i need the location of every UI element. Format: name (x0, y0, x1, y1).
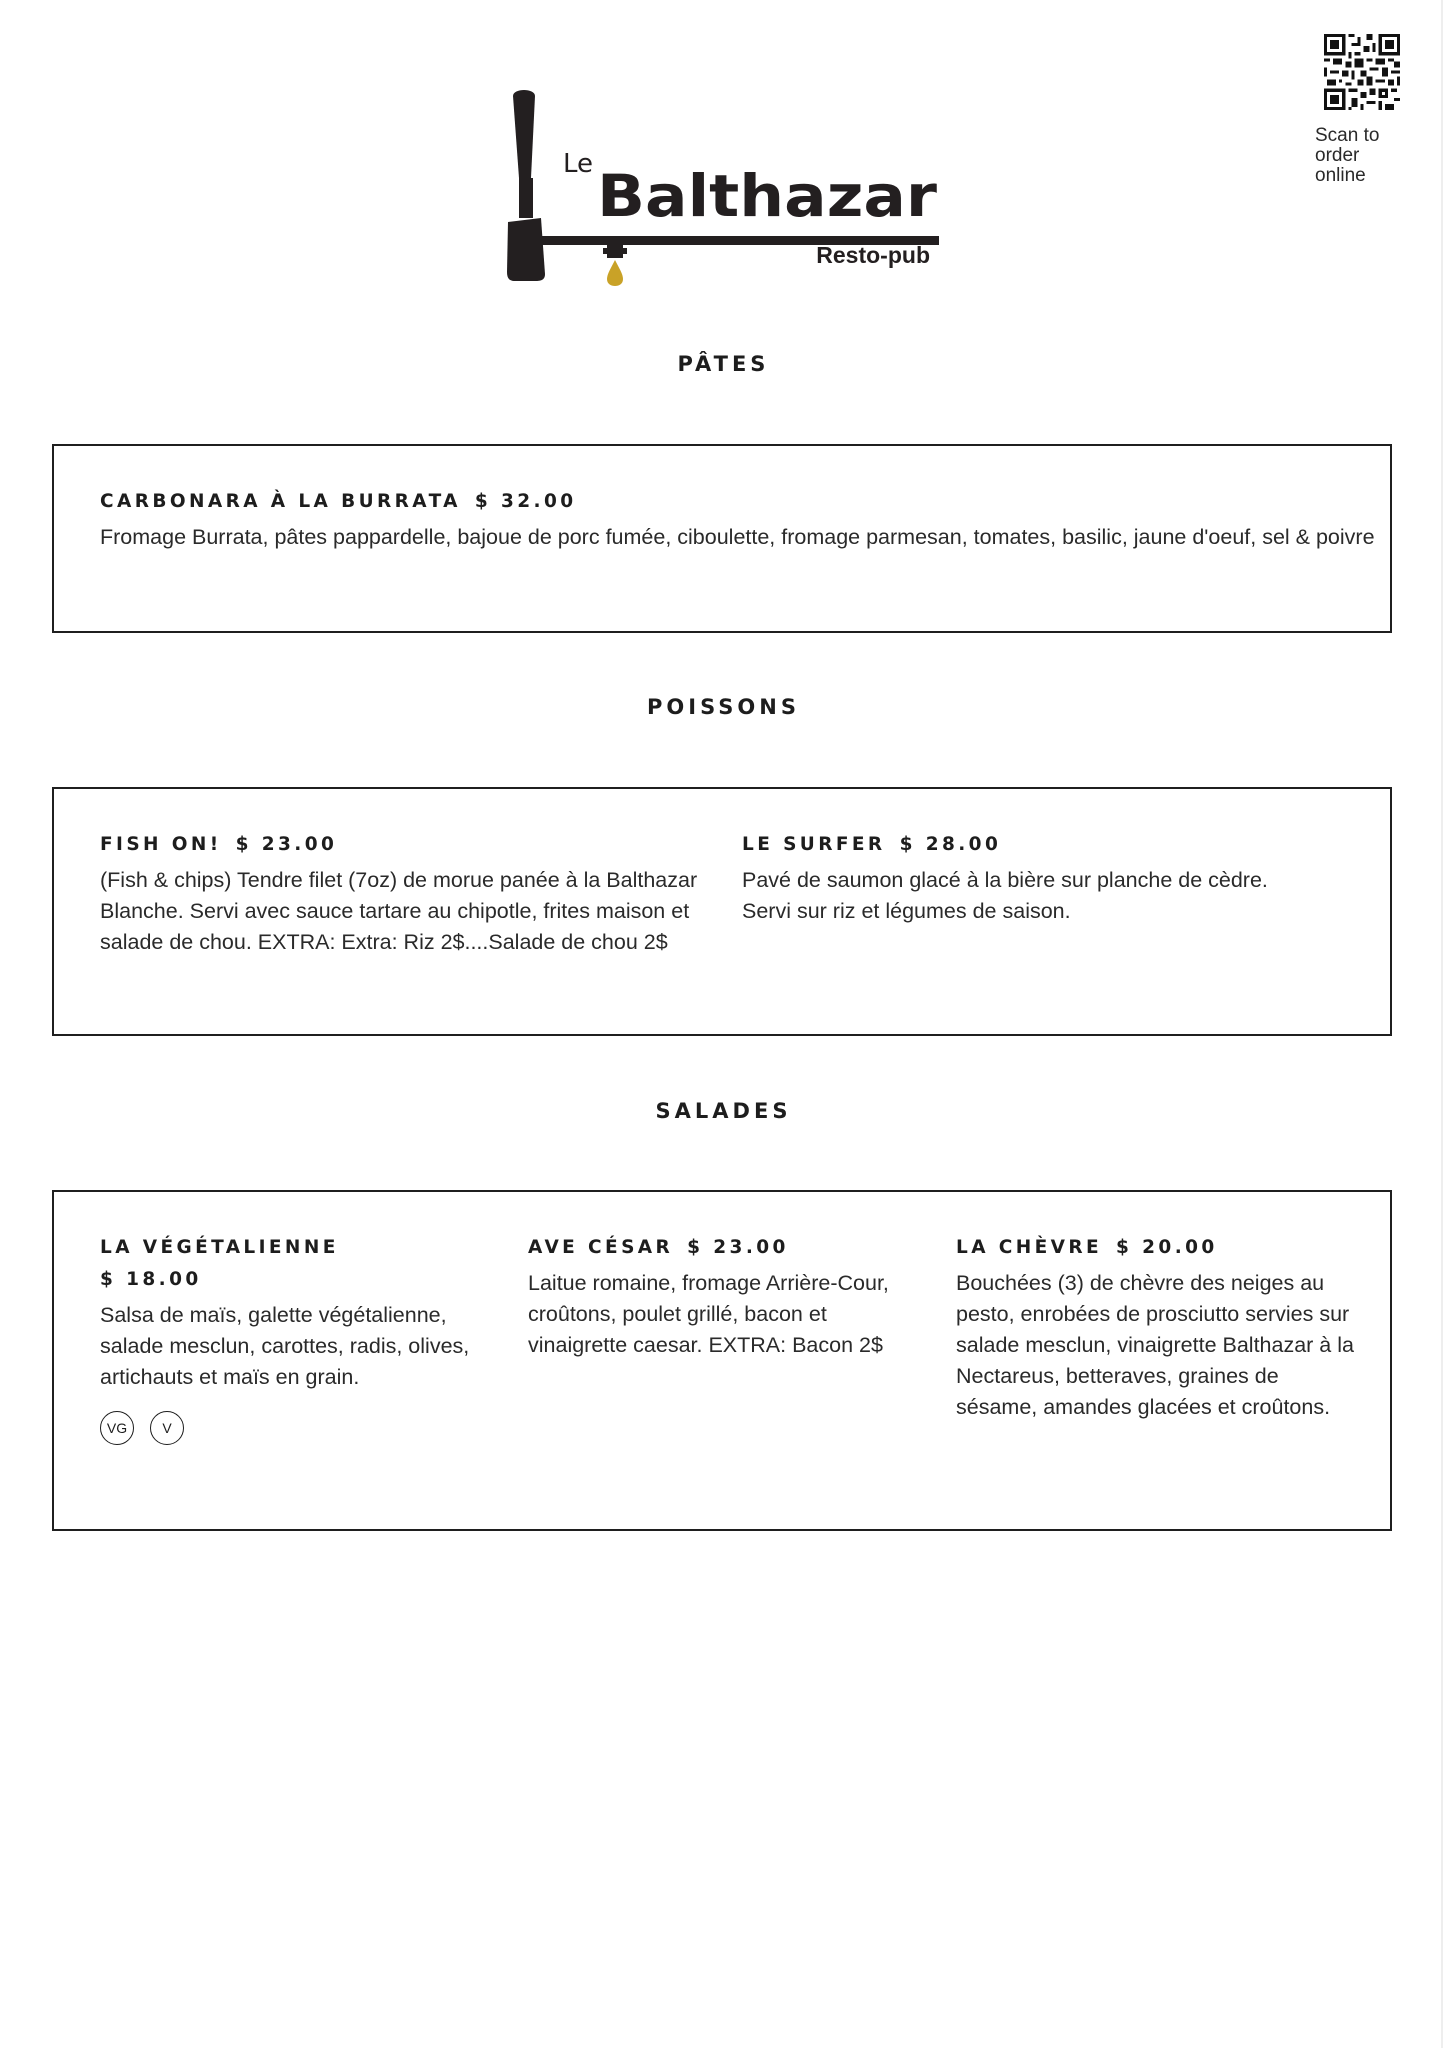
section-title-pates: PÂTES (677, 352, 770, 376)
item-price: $ 28.00 (899, 834, 1002, 855)
menu-item-fish-on (100, 829, 710, 958)
section-box-poissons (52, 787, 1392, 1036)
qr-caption-line: order (1315, 145, 1360, 166)
menu-item-ave-cesar (528, 1232, 918, 1361)
item-title (100, 1232, 490, 1296)
qr-caption (1315, 126, 1425, 186)
item-name: LE SURFER (742, 834, 886, 855)
item-price: $ 20.00 (1116, 1237, 1218, 1258)
section-title-poissons: POISSONS (647, 695, 800, 719)
menu-item-la-chevre (956, 1232, 1356, 1423)
logo-word-le: Le (563, 149, 594, 179)
vegetarian-badge-icon: V (150, 1411, 184, 1445)
vegan-badge-icon: VG (100, 1411, 134, 1445)
item-description: Laitue romaine, fromage Arrière-Cour, croûtons, poulet grillé, bacon et vinaigrette caesar. EXTRA: Bacon 2$ (528, 1271, 889, 1357)
logo-word-main: Balthazar (597, 162, 938, 230)
item-title (528, 1232, 918, 1264)
item-price: $ 32.00 (474, 491, 577, 512)
menu-item-carbonara (100, 486, 1390, 553)
item-name: FISH ON! (100, 834, 222, 855)
section-title-salades: SALADES (655, 1099, 792, 1123)
menu-item-le-surfer (742, 829, 1322, 927)
page-edge-divider (1441, 0, 1443, 2048)
item-price: $ 23.00 (235, 834, 338, 855)
item-price: $ 23.00 (687, 1237, 789, 1258)
item-price: $ 18.00 (100, 1269, 202, 1290)
item-description: Fromage Burrata, pâtes pappardelle, bajoue de porc fumée, ciboulette, fromage parmesan, tomates, basilic, jaune d'oeuf, sel & poivre (100, 525, 1375, 549)
item-description: (Fish & chips) Tendre filet (7oz) de morue panée à la Balthazar Blanche. Servi avec sauce tartare au chipotle, frites maison et salade de chou. EXTRA: Extra: Riz 2$....Salade de chou 2$ (100, 868, 698, 954)
item-name: LA VÉGÉTALIENNE (100, 1237, 339, 1258)
section-box-salades (52, 1190, 1392, 1531)
menu-item-la-vegetalienne (100, 1232, 490, 1445)
item-description: Salsa de maïs, galette végétalienne, salade mesclun, carottes, radis, olives, artichauts et maïs en grain. (100, 1303, 470, 1389)
qr-code-icon[interactable] (1324, 34, 1400, 110)
item-description: Bouchées (3) de chèvre des neiges au pesto, enrobées de prosciutto servies sur salade mesclun, vinaigrette Balthazar à la Nectareus, betteraves, graines de sésame, amandes glacées et croûtons. (956, 1271, 1354, 1419)
item-title (956, 1232, 1356, 1264)
balthazar-logo (505, 88, 945, 288)
item-title (100, 829, 710, 861)
logo-subtitle: Resto-pub (816, 242, 930, 268)
item-name: AVE CÉSAR (528, 1237, 674, 1258)
beer-tap-icon (505, 88, 945, 288)
item-name: CARBONARA À LA BURRATA (100, 491, 461, 512)
item-title (100, 486, 1390, 518)
item-description: Pavé de saumon glacé à la bière sur planche de cèdre. Servi sur riz et légumes de saison. (742, 868, 1268, 923)
qr-caption-line: Scan to (1315, 125, 1380, 146)
section-box-pates (52, 444, 1392, 633)
item-name: LA CHÈVRE (956, 1237, 1103, 1258)
diet-badges (100, 1411, 490, 1445)
qr-caption-line: online (1315, 165, 1366, 186)
item-title (742, 829, 1322, 861)
